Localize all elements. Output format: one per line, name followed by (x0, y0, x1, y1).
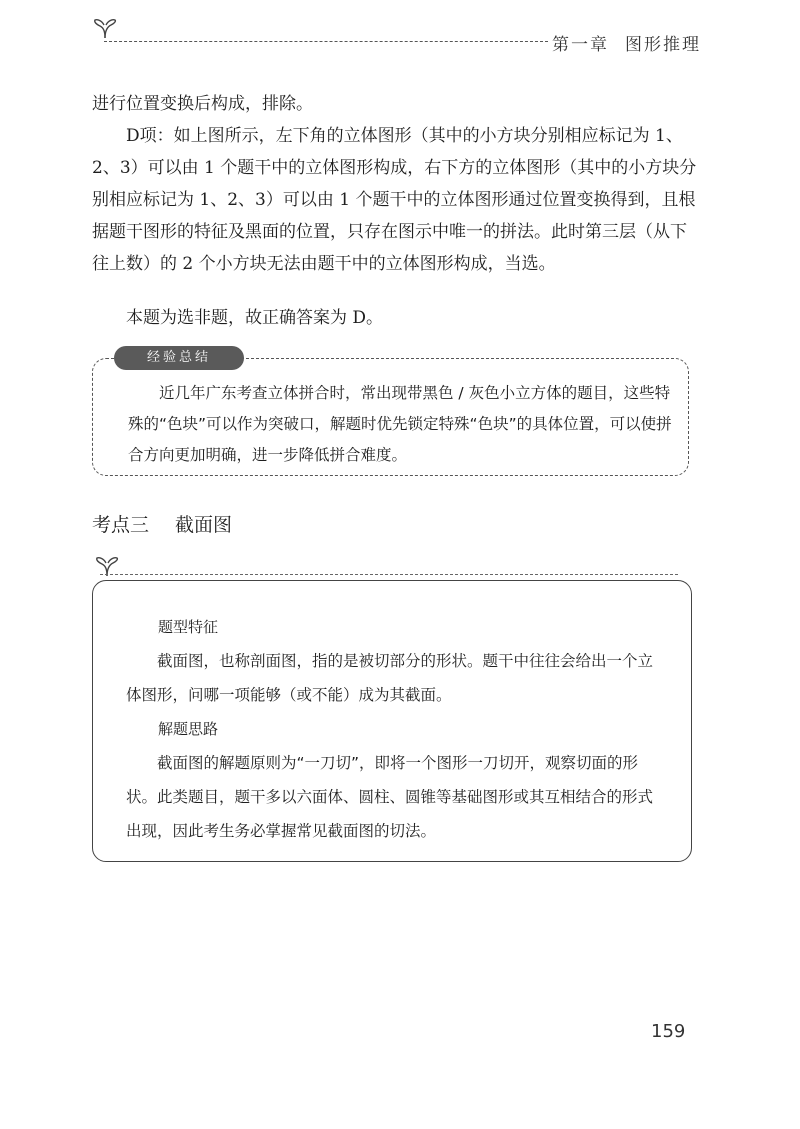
sprout-icon (92, 18, 118, 40)
feature-content (126, 610, 666, 848)
tip-badge: 经验总结 (114, 346, 244, 370)
running-header (552, 30, 717, 55)
approach-paragraph: 截面图的解题原则为“一刀切”，即将一个图形一刀切开，观察切面的形状。此类题目，题干多以六面体、圆柱、圆锥等基础图形或其互相结合的形式出现，因此考生务必掌握常见截面图的切法。 (126, 754, 654, 840)
section-label: 考点三 (92, 514, 150, 536)
feature-heading: 题型特征 (158, 618, 219, 636)
chapter-number: 第一章 (552, 35, 609, 55)
tip-text: 近几年广东考查立体拼合时，常出现带黑色 / 灰色小立方体的题目，这些特殊的“色块”可以作为突破口，解题时优先锁定特殊“色块”的具体位置，可以使拼合方向更加明确，进一步降低拼合难度。 (128, 384, 672, 464)
body-paragraph-answer: 本题为选非题，故正确答案为 D。 (126, 308, 384, 328)
body-paragraph-continuation: 进行位置变换后构成，排除。 (92, 94, 313, 114)
header-divider (104, 41, 548, 42)
section-heading (92, 510, 258, 537)
section-divider (100, 574, 678, 575)
feature-paragraph: 截面图，也称剖面图，指的是被切部分的形状。题干中往往会给出一个立体图形，问哪一项能够（或不能）成为其截面。 (126, 652, 654, 704)
section-title: 截面图 (175, 514, 233, 536)
body-paragraph-option-d: D项：如上图所示，左下角的立体图形（其中的小方块分别相应标记为 1、2、3）可以由 1 个题干中的立体图形构成，右下方的立体图形（其中的小方块分别相应标记为 1、2、3）可以由 1 个题干中的立体图形通过位置变换得到，且根据题干图形的特征及黑面的位置，只存在图示中唯一的拼法。此时第三层（从下往上数）的 2 个小方块无法由题干中的立体图形构成，当选。 (92, 126, 697, 274)
page-number: 159 (651, 1021, 686, 1042)
approach-heading: 解题思路 (158, 720, 219, 738)
chapter-title: 图形推理 (625, 35, 701, 55)
